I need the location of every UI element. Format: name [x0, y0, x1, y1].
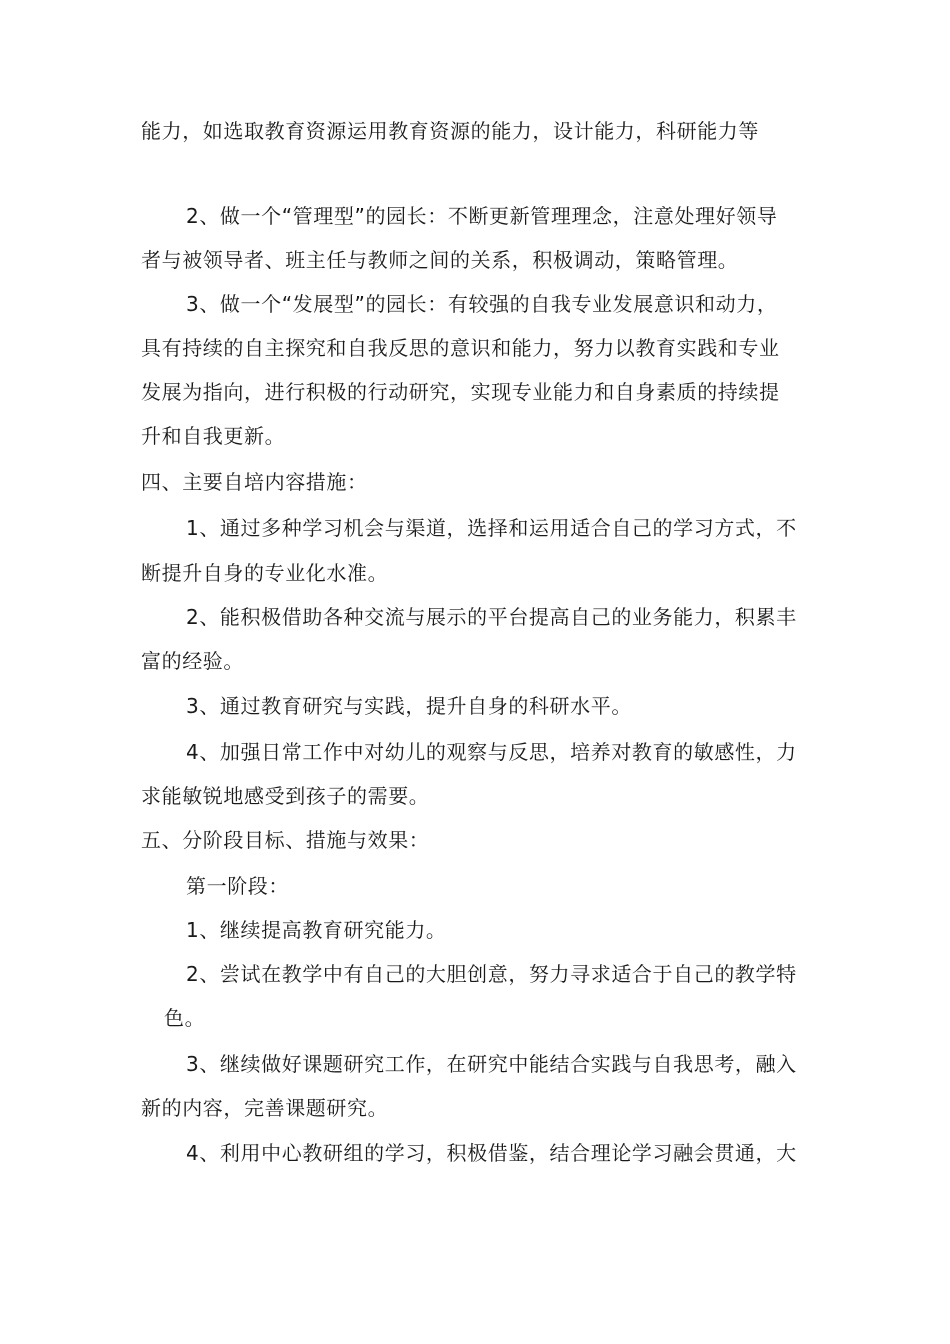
text-line: 新的内容，完善课题研究。 [141, 1096, 389, 1120]
text-line: 求能敏锐地感受到孩子的需要。 [141, 784, 430, 808]
text-line: 2、尝试在教学中有自己的大胆创意，努力寻求适合于自己的教学特 [186, 962, 797, 986]
section-heading: 五、分阶段目标、措施与效果： [141, 828, 430, 852]
text-line: 2、做一个“管理型”的园长：不断更新管理理念，注意处理好领导 [186, 204, 778, 228]
text-line: 断提升自身的专业化水准。 [141, 561, 389, 585]
subsection-heading: 第一阶段： [186, 874, 289, 898]
text-line: 能力，如选取教育资源运用教育资源的能力，设计能力，科研能力等 [141, 119, 759, 143]
text-line: 4、利用中心教研组的学习，积极借鉴，结合理论学习融会贯通，大 [186, 1141, 797, 1165]
text-line: 2、能积极借助各种交流与展示的平台提高自己的业务能力，积累丰 [186, 605, 797, 629]
text-line: 具有持续的自主探究和自我反思的意识和能力，努力以教育实践和专业 [141, 336, 780, 360]
text-line: 色。 [164, 1006, 206, 1030]
text-line: 富的经验。 [141, 649, 244, 673]
section-heading: 四、主要自培内容措施： [141, 470, 368, 494]
text-line: 3、做一个“发展型”的园长：有较强的自我专业发展意识和动力， [186, 292, 778, 316]
text-line: 升和自我更新。 [141, 424, 286, 448]
text-line: 3、通过教育研究与实践，提升自身的科研水平。 [186, 694, 632, 718]
text-line: 发展为指向，进行积极的行动研究，实现专业能力和自身素质的持续提 [141, 380, 780, 404]
text-line: 3、继续做好课题研究工作，在研究中能结合实践与自我思考，融入 [186, 1052, 797, 1076]
text-line: 4、加强日常工作中对幼儿的观察与反思，培养对教育的敏感性，力 [186, 740, 797, 764]
text-line: 者与被领导者、班主任与教师之间的关系，积极调动，策略管理。 [141, 248, 739, 272]
text-line: 1、继续提高教育研究能力。 [186, 918, 447, 942]
text-line: 1、通过多种学习机会与渠道，选择和运用适合自己的学习方式，不 [186, 516, 797, 540]
